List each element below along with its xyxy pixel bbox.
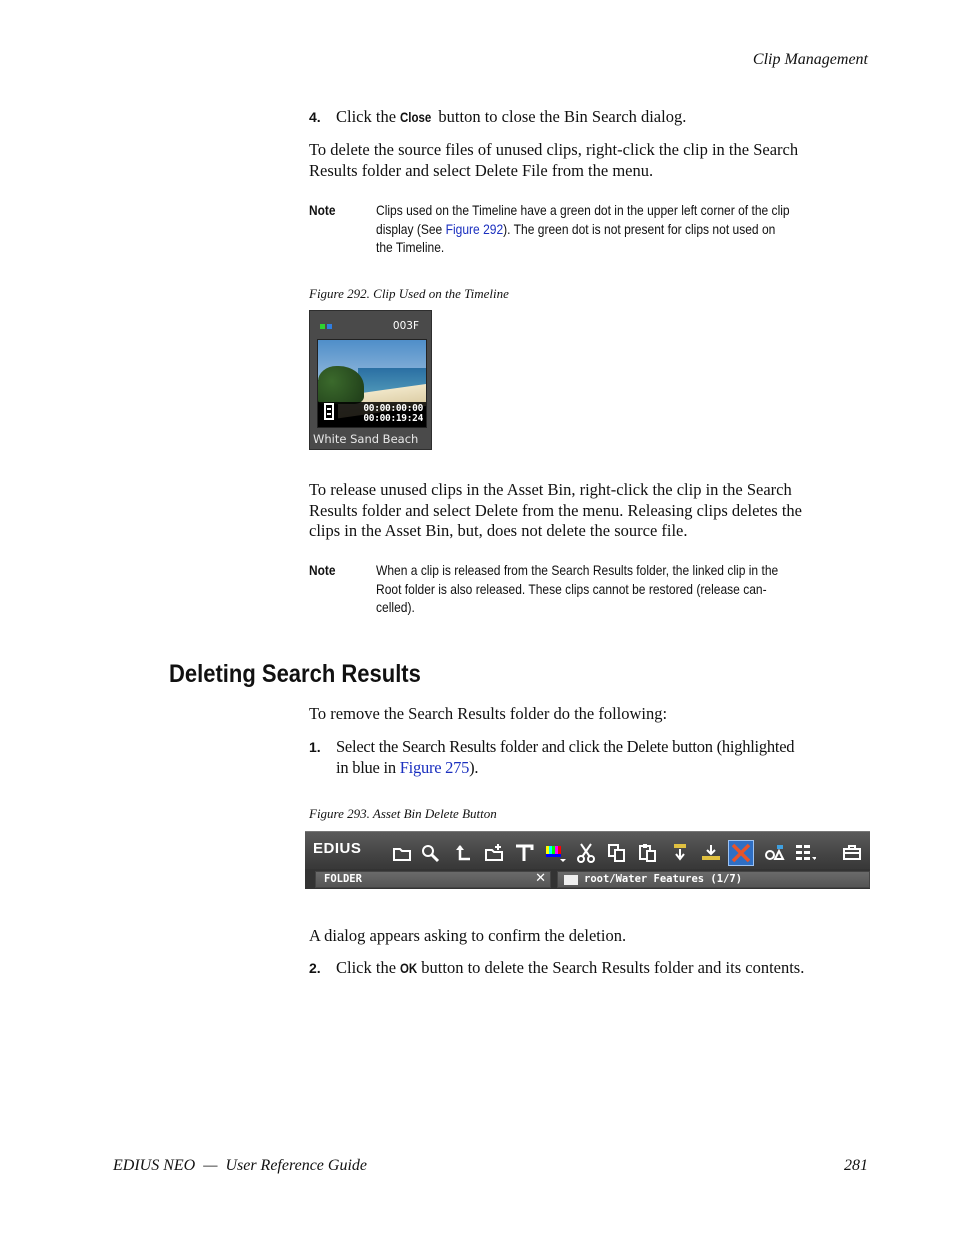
figure-275-link[interactable]: Figure 275	[399, 757, 470, 777]
note-line: When a clip is released from the Search Results folder, the linked clip in the	[376, 562, 779, 578]
add-to-timeline-icon[interactable]	[698, 840, 724, 866]
step-text-fragment: in blue in	[336, 757, 400, 777]
clip-status-dot	[327, 324, 332, 329]
paste-icon[interactable]	[635, 840, 661, 866]
step-number: 4.	[309, 109, 321, 125]
paragraph-line: Results folder and select Delete from the menu. Releasing clips deletes the	[309, 500, 803, 520]
bin-menu-icon[interactable]	[839, 840, 865, 866]
view-icon[interactable]	[792, 840, 818, 866]
title-icon[interactable]	[511, 840, 537, 866]
paragraph-line: Results folder and select Delete File from the menu.	[309, 160, 654, 180]
timecode-in: 00:00:00:00	[363, 403, 423, 414]
up-folder-icon[interactable]	[450, 840, 476, 866]
note-text-fragment: ). The green dot is not present for clips not used on	[503, 220, 776, 237]
note-line: Root folder is also released. These clips cannot be restored (release can-	[376, 580, 767, 597]
note-line: Clips used on the Timeline have a green dot in the upper left corner of the clip	[376, 202, 790, 218]
step-text-post: button to close the Bin Search dialog.	[434, 107, 687, 126]
properties-icon[interactable]	[761, 840, 787, 866]
folder-view-tab[interactable]	[315, 871, 551, 888]
close-icon[interactable]: ✕	[535, 871, 546, 886]
clip-thumbnail	[309, 310, 432, 450]
bin-path: root/Water Features (1/7)	[584, 873, 743, 885]
film-icon	[324, 403, 334, 420]
section-heading: Deleting Search Results	[169, 660, 421, 688]
ui-label-close: Close	[400, 109, 432, 125]
step-line: Select the Search Results folder and click the Delete button (highlighted	[336, 737, 795, 756]
step-text-post: button to delete the Search Results folder and its contents.	[417, 958, 805, 977]
timeline-used-dot	[320, 324, 325, 329]
step-4-text	[336, 107, 686, 128]
new-folder-icon[interactable]	[481, 840, 507, 866]
note-line: the Timeline.	[376, 239, 445, 255]
color-bars-icon[interactable]	[542, 840, 568, 866]
edius-logo: EDIUS	[313, 840, 362, 857]
step-line	[336, 758, 794, 779]
section-intro: To remove the Search Results folder do the following:	[309, 704, 668, 723]
paragraph-line: To delete the source files of unused clips, right-click the clip in the Search	[309, 140, 799, 159]
step-text-pre: Click the	[336, 107, 401, 126]
add-to-player-icon[interactable]	[667, 840, 693, 866]
step-2-text	[336, 958, 804, 979]
timecode-duration: 00:00:19:24	[363, 413, 423, 424]
folder-label: FOLDER	[324, 873, 362, 885]
note-line: celled).	[376, 599, 415, 615]
delete-icon[interactable]	[728, 840, 754, 866]
cut-icon[interactable]	[573, 840, 599, 866]
figure-caption: Figure 293. Asset Bin Delete Button	[309, 806, 497, 821]
figure-caption: Figure 292. Clip Used on the Timeline	[309, 286, 509, 301]
note-text-fragment: display (See	[376, 220, 446, 237]
search-icon[interactable]	[417, 840, 443, 866]
ui-label-ok: OK	[400, 960, 418, 976]
step-1-text	[336, 737, 794, 778]
clip-code: 003F	[392, 320, 419, 332]
step-number: 1.	[309, 739, 321, 755]
paragraph-release	[309, 480, 802, 542]
running-header: Clip Management	[752, 51, 868, 68]
paragraph-line: To release unused clips in the Asset Bin, right-click the clip in the Search	[309, 480, 792, 499]
paragraph-delete-files	[309, 140, 798, 181]
paragraph-dialog: A dialog appears asking to confirm the deletion.	[309, 926, 627, 945]
asset-bin-toolbar	[305, 831, 870, 889]
figure-292-link[interactable]: Figure 292	[445, 220, 504, 237]
step-text-pre: Click the	[336, 958, 401, 977]
step-text-fragment: ).	[469, 757, 479, 777]
footer-title: EDIUS NEO — User Reference Guide	[113, 1157, 368, 1174]
step-number: 2.	[309, 960, 321, 976]
bin-path-display	[557, 871, 870, 888]
note-label: Note	[309, 202, 336, 218]
note-text	[376, 561, 858, 617]
copy-icon[interactable]	[604, 840, 630, 866]
folder-icon	[564, 875, 578, 885]
page-number: 281	[844, 1157, 868, 1174]
clip-preview-image	[317, 339, 427, 428]
note-text	[376, 201, 858, 257]
note-label: Note	[309, 562, 336, 578]
folder-icon[interactable]	[389, 840, 415, 866]
note-line	[376, 220, 858, 239]
paragraph-line: clips in the Asset Bin, but, does not delete the source file.	[309, 521, 688, 540]
clip-name: White Sand Beach	[313, 432, 419, 446]
